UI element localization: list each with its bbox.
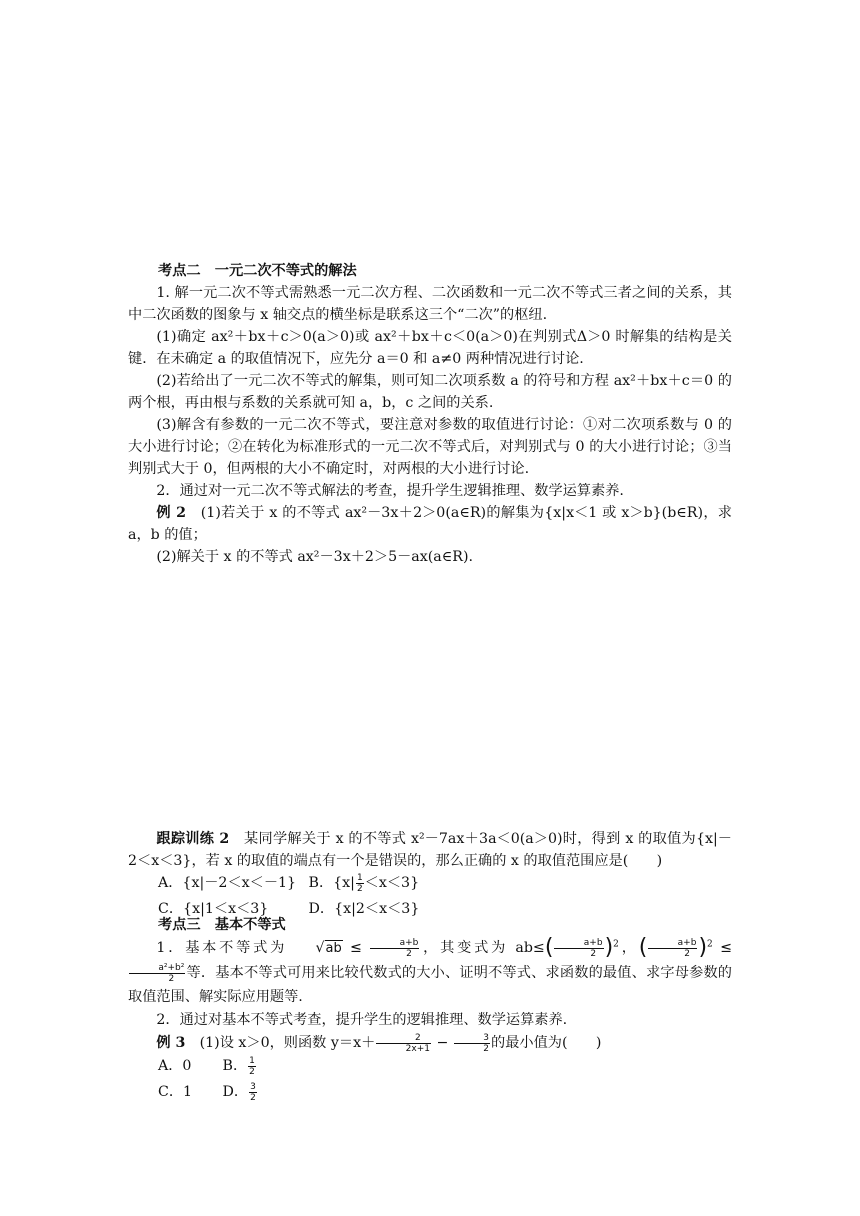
section-2-paragraph-4: (3)解含有参数的一元二次不等式，要注意对参数的取值进行讨论：①对二次项系数与 0 的大小进行讨论；②在转化为标准形式的一元二次不等式后，对判别式与 0 的大小进行讨论；③当判别式大于 0，但两根的大小不确定时，对两根的大小进行讨论. <box>128 417 732 477</box>
example-3-option-b-prefix: B． <box>222 1058 248 1074</box>
example-2-part-2: (2)解关于 x 的不等式 ax²－3x＋2＞5－ax(a∈R). <box>156 549 473 565</box>
fraction-numerator: 3 <box>250 1081 256 1092</box>
training-2-options-row-1 <box>128 872 732 898</box>
fraction-numerator: a+b <box>370 938 419 949</box>
fraction-numerator: a+b <box>554 938 603 949</box>
le-symbol: ≤ <box>712 940 732 956</box>
section-3-text-b: ，其变式为 ab≤ <box>420 940 545 956</box>
sqrt-radicand: ab <box>325 941 342 956</box>
training-2-option-d: D．{x|2＜x＜3} <box>308 901 420 917</box>
training-2-label: 跟踪训练 2 <box>156 831 230 847</box>
fraction-numerator: a+b <box>648 938 697 949</box>
fraction-numerator: 1 <box>356 872 363 883</box>
fraction-denominator: 2 <box>406 948 412 959</box>
example-3-text-b: 的最小值为( ) <box>491 1035 602 1051</box>
le-symbol: ≤ <box>342 940 370 956</box>
training-2-option-c: C．{x|1＜x＜3} <box>158 901 269 917</box>
left-paren: ( <box>638 935 648 960</box>
sqrt-ab: √ab <box>315 940 342 956</box>
example-3-option-b <box>223 1055 257 1077</box>
example-3-question <box>128 1031 732 1055</box>
section-2-paragraph-5: 2．通过对一元二次不等式解法的考查，提升学生逻辑推理、数学运算素养. <box>156 483 624 499</box>
fraction-denominator: 2 <box>590 948 597 959</box>
right-paren: ) <box>698 935 708 960</box>
section-2-title: 考点二 一元二次不等式的解法 <box>158 263 357 279</box>
fraction-denominator: 2 <box>684 948 690 959</box>
training-2-option-b-prefix: B．{x| <box>308 875 355 891</box>
training-2-option-b-fraction <box>356 873 364 894</box>
fraction-a-plus-b-over-2 <box>370 938 419 959</box>
section-3-text-a: 1．基本不等式为 <box>156 940 288 956</box>
fraction-3-over-2 <box>454 1033 490 1054</box>
fraction-denominator: 2 <box>249 1066 255 1077</box>
fraction-numerator: a²+b² <box>129 963 185 974</box>
exponent-2: 2 <box>613 939 619 950</box>
section-3-text-c: ， <box>618 940 639 956</box>
example-3-option-d-fraction <box>249 1082 257 1103</box>
section-3-text-e: 等．基本不等式可用来比较代数式的大小、证明不等式、求函数的最值、求字母参数的取值范围、解实际应用题等. <box>128 965 732 1005</box>
exponent-2: 2 <box>707 939 713 950</box>
fraction-a-plus-b-over-2-squared <box>554 938 603 959</box>
example-3-options-row-1 <box>128 1055 732 1081</box>
section-3 <box>128 914 732 1107</box>
section-3-paragraph-1 <box>128 936 732 1009</box>
training-2 <box>128 828 732 920</box>
example-3-option-d-prefix: D． <box>222 1084 249 1100</box>
section-2-paragraph-1: 1. 解一元二次不等式需熟悉一元二次方程、二次函数和一元二次不等式三者之间的关系，其中二次函数的图象与 x 轴交点的横坐标是联系这三个“二次”的枢纽. <box>128 285 732 323</box>
fraction-denominator: 2x+1 <box>405 1043 430 1054</box>
training-2-option-b-suffix: ＜x＜3} <box>364 875 420 891</box>
example-3-label: 例 3 <box>156 1035 186 1051</box>
training-2-text: 某同学解关于 x 的不等式 x²－7ax＋3a＜0(a＞0)时，得到 x 的取值为{x|－2＜x＜3}，若 x 的取值的端点有一个是错误的，那么正确的 x 的取值范围应是( ) <box>128 831 732 869</box>
example-3-text-a: (1)设 x＞0，则函数 y＝x＋ <box>199 1035 376 1051</box>
fraction-a2-plus-b2-over-2 <box>129 963 185 984</box>
example-3-option-d <box>223 1081 258 1103</box>
section-2 <box>128 260 732 568</box>
training-2-option-a: A．{x|－2＜x＜－1} <box>158 875 297 891</box>
example-3-option-c: C．1 <box>158 1084 193 1100</box>
fraction-denominator: 2 <box>168 973 175 984</box>
example-3-option-a: A．0 <box>158 1058 192 1074</box>
fraction-numerator: 3 <box>454 1033 490 1044</box>
left-paren: ( <box>544 935 554 960</box>
fraction-numerator: 1 <box>249 1055 255 1066</box>
section-2-paragraph-2: (1)确定 ax²＋bx＋c＞0(a＞0)或 ax²＋bx＋c＜0(a＞0)在判别式Δ＞0 时解集的结构是关键．在未确定 a 的取值情况下，应先分 a＝0 和 a≠0 两种情况进行讨论. <box>128 329 732 367</box>
section-3-paragraph-2: 2．通过对基本不等式考查，提升学生的逻辑推理、数学运算素养. <box>156 1012 568 1028</box>
fraction-denominator: 2 <box>356 883 363 894</box>
training-2-option-b <box>309 872 420 894</box>
example-2-label: 例 2 <box>156 505 186 521</box>
fraction-numerator: 2 <box>376 1033 431 1044</box>
section-2-paragraph-3: (2)若给出了一元二次不等式的解集，则可知二次项系数 a 的符号和方程 ax²＋bx＋c＝0 的两个根，再由根与系数的关系就可知 a，b，c 之间的关系. <box>128 373 732 411</box>
example-3-options-row-2 <box>128 1081 732 1107</box>
training-2-question <box>128 828 732 872</box>
example-2-question-1: (1)若关于 x 的不等式 ax²－3x＋2＞0(a∈R)的解集为{x|x＜1 或 x＞b}(b∈R)，求 a，b 的值； <box>128 505 732 543</box>
minus-symbol: − <box>431 1035 453 1051</box>
fraction-denominator: 2 <box>483 1043 490 1054</box>
example-3-option-b-fraction <box>248 1056 256 1077</box>
fraction-a-plus-b-over-2-squared-2 <box>648 938 697 959</box>
section-3-title: 考点三 基本不等式 <box>158 917 286 933</box>
example-2-part-1 <box>128 502 732 546</box>
fraction-denominator: 2 <box>250 1092 256 1103</box>
right-paren: ) <box>604 935 614 960</box>
fraction-2-over-2x-plus-1 <box>376 1033 431 1054</box>
